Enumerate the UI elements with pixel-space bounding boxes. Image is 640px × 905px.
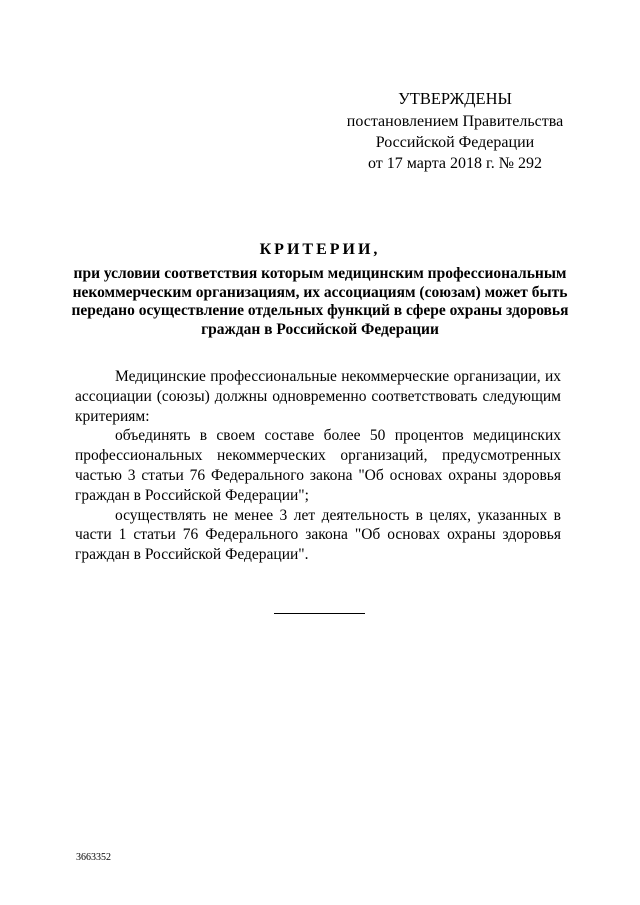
approval-line-2: Российской Федерации	[375, 134, 535, 151]
end-divider	[274, 613, 365, 614]
document-subtitle: при условии соответствия которым медицинским профессиональным некоммерческим организациям, их ассоциациям (союзам) может быть передано осуществление отдельных функций в сфере охраны здоровья граждан в Российской Федерации	[71, 265, 569, 338]
document-body	[75, 367, 561, 565]
paragraph-criterion-1: объединять в своем составе более 50 процентов медицинских профессиональных некоммерческих организаций, предусмотренных частью 3 статьи 76 Федерального закона "Об основах охраны здоровья граждан в Российской Федерации";	[75, 427, 561, 504]
paragraph-intro: Медицинские профессиональные некоммерческие организации, их ассоциации (союзы) должны одновременно соответствовать следующим критериям:	[75, 368, 561, 425]
approval-stamp	[340, 88, 570, 174]
document-number: 3663352	[76, 852, 111, 863]
paragraph-criterion-2: осуществлять не менее 3 лет деятельность в целях, указанных в части 1 статьи 76 Федерального закона "Об основах охраны здоровья граждан в Российской Федерации".	[75, 506, 561, 564]
approval-line-3: от 17 марта 2018 г. № 292	[368, 155, 542, 172]
approval-line-1: постановлением Правительства	[346, 113, 564, 130]
document-heading	[60, 239, 580, 339]
approval-title: УТВЕРЖДЕНЫ	[398, 89, 512, 108]
document-title: КРИТЕРИИ,	[259, 241, 381, 258]
